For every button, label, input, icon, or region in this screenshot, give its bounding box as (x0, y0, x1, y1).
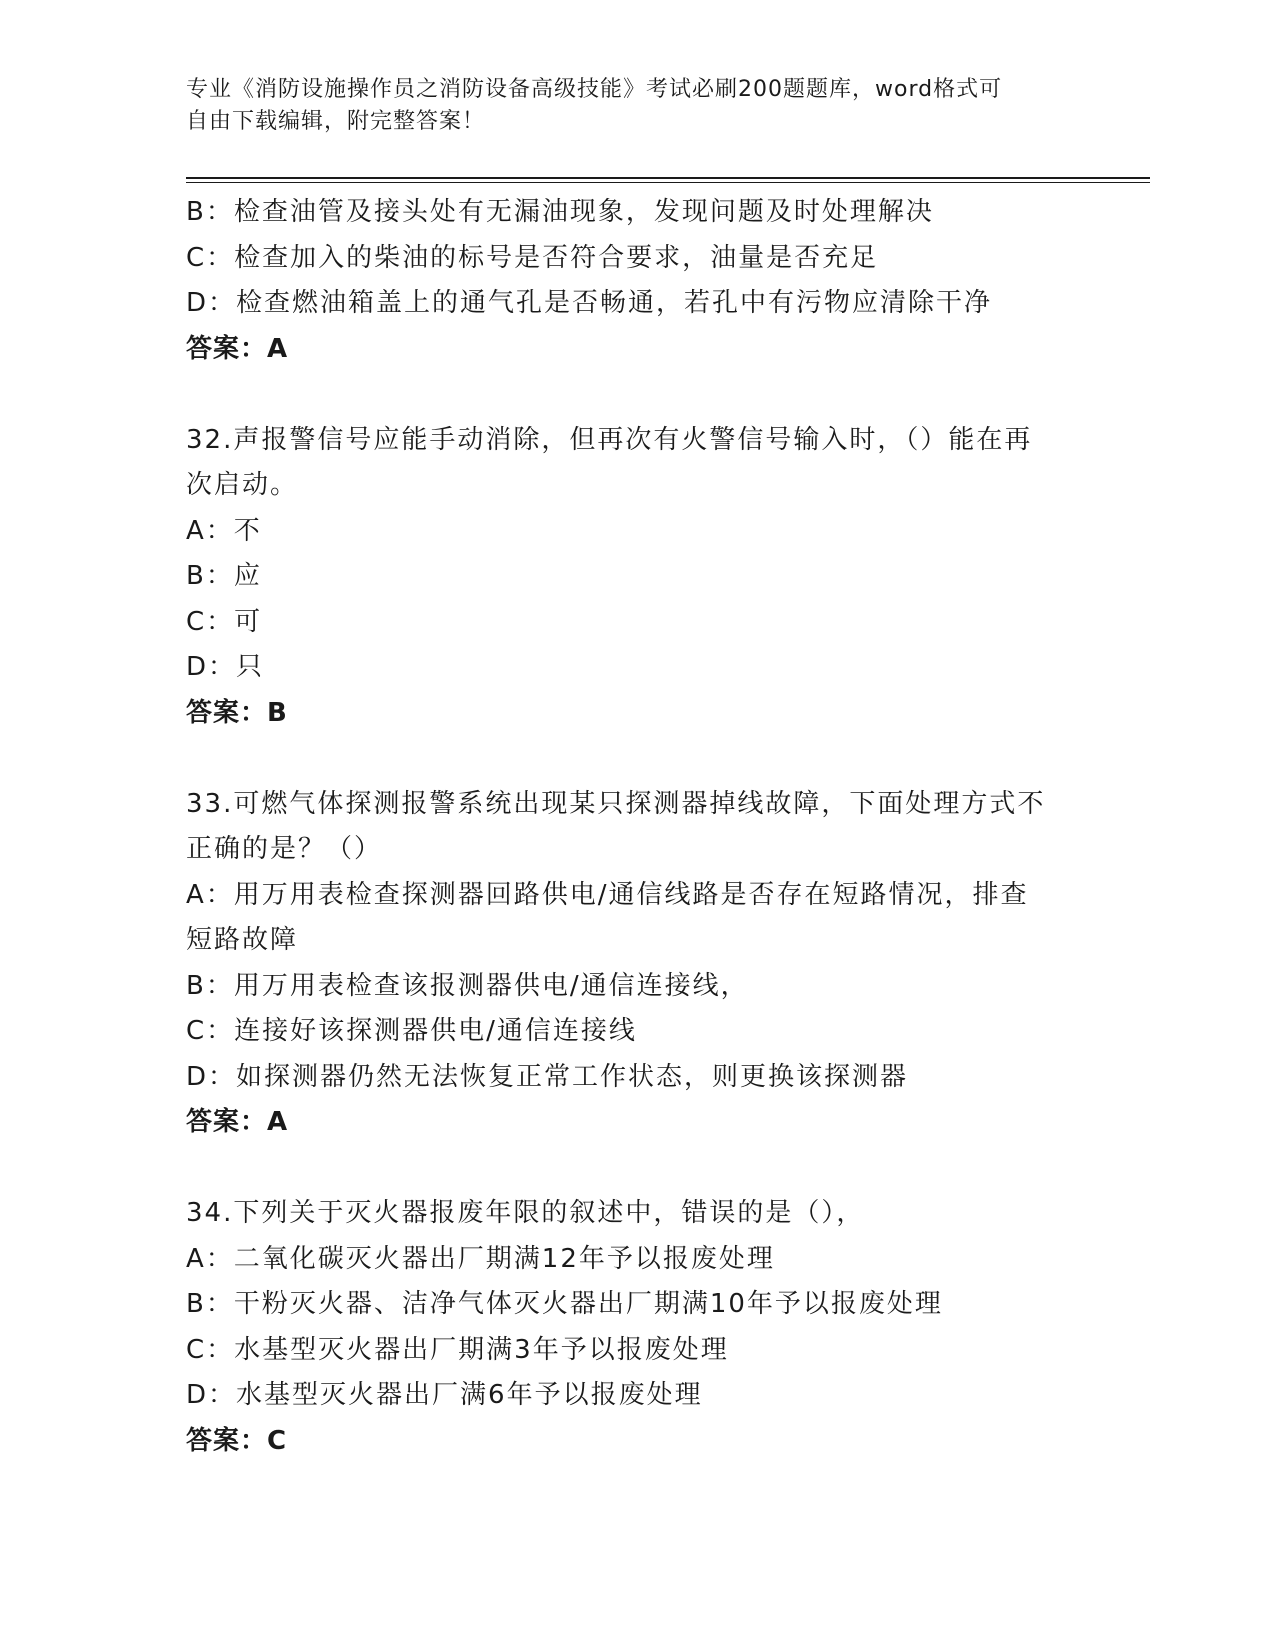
option-b: B：用万用表检查该报测器供电/通信连接线， (186, 970, 749, 1001)
question-32 (186, 418, 1086, 737)
option-a: A：用万用表检查探测器回路供电/通信线路是否存在短路情况，排查 (186, 879, 1029, 910)
option-a: A：不 (186, 515, 262, 546)
question-list (186, 190, 1086, 1464)
header-line-1: 专业《消防设施操作员之消防设备高级技能》考试必刷200题题库，word格式可 (186, 77, 1003, 102)
option-d: D：如探测器仍然无法恢复正常工作状态，则更换该探测器 (186, 1061, 909, 1092)
option-c: C：水基型灭火器出厂期满3年予以报废处理 (186, 1334, 729, 1365)
option-b: B：干粉灭火器、洁净气体灭火器出厂期满10年予以报废处理 (186, 1289, 943, 1319)
spacer (186, 736, 1086, 782)
question-31-continued (186, 190, 1086, 372)
answer: 答案：A (186, 1107, 289, 1137)
question-stem: 33.可燃气体探测报警系统出现某只探测器掉线故障，下面处理方式不 (186, 788, 1046, 819)
option-c: C：检查加入的柴油的标号是否符合要求，油量是否充足 (186, 242, 879, 273)
option-b: B：检查油管及接头处有无漏油现象，发现问题及时处理解决 (186, 197, 934, 227)
answer: 答案：C (186, 1425, 288, 1456)
question-stem-continued: 正确的是？（） (186, 834, 383, 864)
question-stem: 32.声报警信号应能手动消除，但再次有火警信号输入时，（）能在再 (186, 424, 1033, 455)
question-34 (186, 1191, 1086, 1464)
header-divider-thin (186, 182, 1150, 183)
header-divider (186, 177, 1150, 179)
question-stem: 34.下列关于灭火器报废年限的叙述中，错误的是（）， (186, 1198, 865, 1228)
question-stem-continued: 次启动。 (186, 470, 299, 500)
option-c: C：可 (186, 606, 263, 637)
option-d: D：检查燃油箱盖上的通气孔是否畅通，若孔中有污物应清除干净 (186, 288, 993, 318)
option-d: D：只 (186, 652, 265, 682)
header-line-2: 自由下载编辑，附完整答案！ (186, 109, 486, 134)
document-header (186, 74, 1066, 138)
option-a-continued: 短路故障 (186, 925, 299, 955)
answer: 答案：B (186, 697, 288, 728)
option-b: B：应 (186, 561, 262, 591)
question-33 (186, 782, 1086, 1146)
option-c: C：连接好该探测器供电/通信连接线 (186, 1016, 637, 1046)
spacer (186, 1146, 1086, 1192)
option-d: D：水基型灭火器出厂满6年予以报废处理 (186, 1380, 703, 1410)
option-a: A：二氧化碳灭火器出厂期满12年予以报废处理 (186, 1243, 775, 1274)
spacer (186, 372, 1086, 418)
answer: 答案：A (186, 333, 289, 364)
